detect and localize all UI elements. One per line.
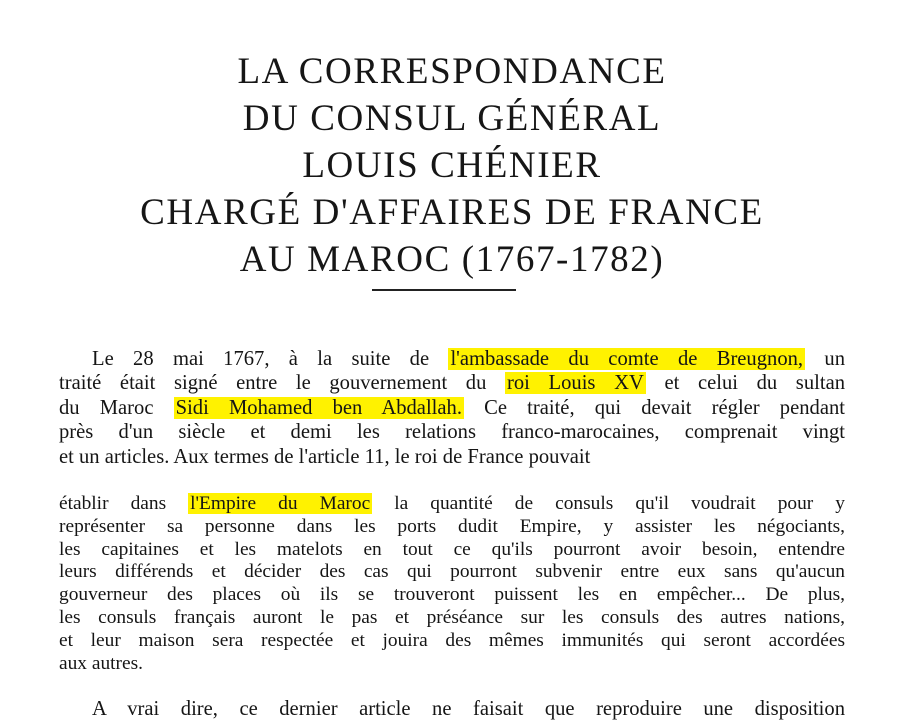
text-line [59,396,845,420]
paragraph-1 [59,347,845,469]
text-span: et celui du sultan [645,372,846,395]
document-title [0,48,904,283]
text-span: traité était signé entre le gouvernement du [59,372,506,395]
text-span: la quantité de consuls qu'il voudrait pour y [372,493,845,514]
title-line-1: LA CORRESPONDANCE [237,51,667,92]
text-span: Le 28 mai 1767, à la suite de [92,348,449,370]
title-line-2: DU CONSUL GÉNÉRAL [242,98,662,139]
text-line: et un articles. Aux termes de l'article 11, le roi de France pouvait [59,445,591,468]
highlight-roi: roi Louis XV [507,372,644,395]
text-line: près d'un siècle et demi les relations franco-marocaines, comprenait vingt [59,421,845,444]
paragraph-2 [59,493,845,675]
text-span: du Maroc [59,396,174,419]
text-line: et leur maison sera respectée et jouira des mêmes immunités qui seront accordées [59,629,845,651]
text-line: représenter sa personne dans les ports dudit Empire, y assister les négociants, [59,515,845,537]
highlight-empire: l'Empire du Maroc [190,493,371,514]
text-line [59,347,845,371]
text-line: A vrai dire, ce dernier article ne faisait que reproduire une disposition [92,698,845,720]
text-line: les consuls français auront le pas et préséance sur les consuls des autres nations, [59,606,845,628]
title-line-3: LOUIS CHÉNIER [302,145,602,186]
highlight-ambassade: l'ambassade du comte de Breugnon, [450,348,804,370]
text-line: leurs différends et décider des cas qui pourront subvenir entre eux sans qu'aucun [59,561,845,583]
text-span: un [805,348,845,370]
text-span: Ce traité, qui devait régler pendant [463,396,845,419]
title-line-5: AU MAROC (1767-1782) [239,239,665,280]
text-line [59,371,845,395]
title-divider [372,289,516,291]
title-line-4: CHARGÉ D'AFFAIRES DE FRANCE [140,192,764,233]
text-line: aux autres. [59,652,143,674]
text-span: établir dans [59,493,189,514]
text-line [59,493,845,516]
paragraph-3 [59,697,845,721]
text-line: gouverneur des places où ils se trouveront puissent les en empêcher... De plus, [59,584,845,606]
text-line: les capitaines et les matelots en tout ce qu'ils pourront avoir besoin, entendre [59,538,845,560]
highlight-sultan: Sidi Mohamed ben Abdallah. [175,396,462,419]
